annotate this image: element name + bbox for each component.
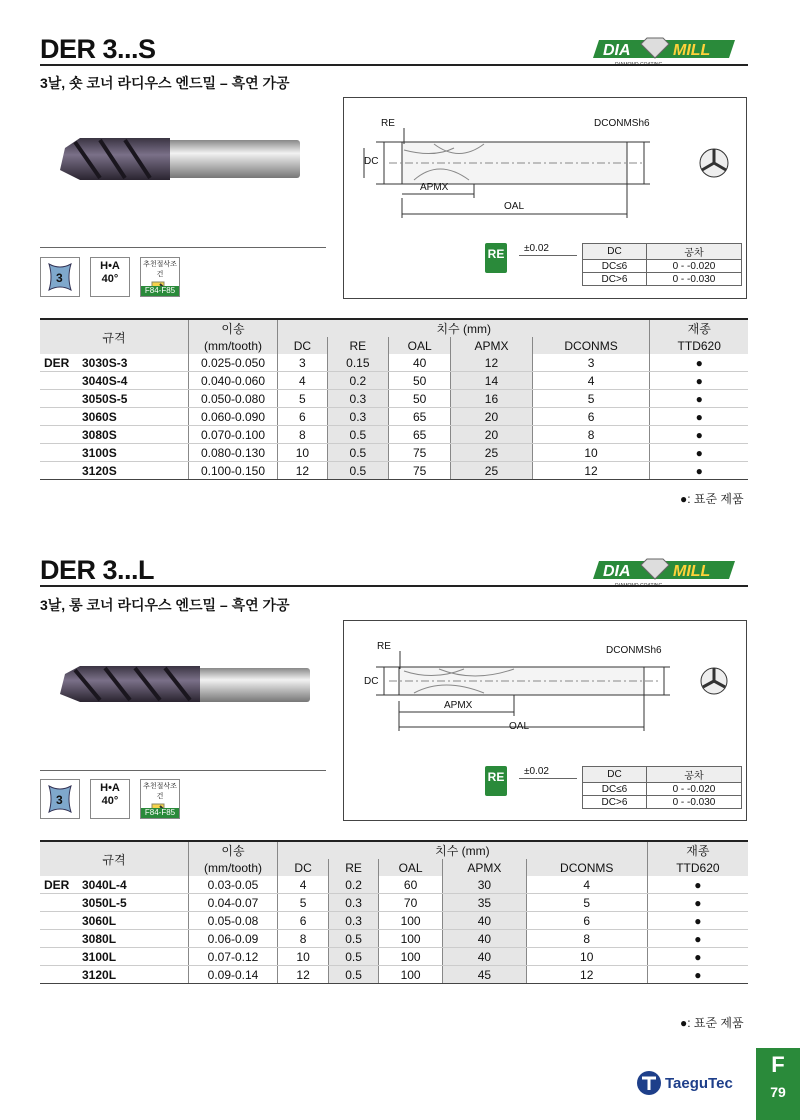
svg-text:MILL: MILL bbox=[673, 563, 711, 580]
taegutec-logo-icon bbox=[636, 1070, 662, 1096]
cell-feed: 0.09-0.14 bbox=[189, 966, 278, 984]
cell-grade: ● bbox=[650, 444, 748, 462]
cell-grade: ● bbox=[650, 372, 748, 390]
cell-re: 0.5 bbox=[327, 426, 388, 444]
cell-oal: 65 bbox=[388, 426, 450, 444]
cell-feed: 0.070-0.100 bbox=[189, 426, 278, 444]
cell-spec: 3050L-5 bbox=[40, 894, 189, 912]
cell-apmx: 16 bbox=[451, 390, 532, 408]
cell-spec: 3060S bbox=[40, 408, 189, 426]
cell-apmx: 14 bbox=[451, 372, 532, 390]
helix-angle-badge-2: H•A 40° bbox=[90, 779, 130, 819]
cell-feed: 0.025-0.050 bbox=[189, 354, 278, 372]
dimension-diagram-1 bbox=[343, 97, 747, 299]
cell-grade: ● bbox=[647, 912, 748, 930]
end-mill-photo-1 bbox=[55, 130, 305, 190]
cell-feed: 0.100-0.150 bbox=[189, 462, 278, 480]
three-flute-icon bbox=[41, 258, 79, 296]
dc-tolerance-table-2: DC 공차 DC≤6 0 - -0.020 DC>6 0 - -0.030 bbox=[582, 766, 742, 809]
table-row bbox=[40, 354, 748, 372]
cell-spec: 3080L bbox=[40, 930, 189, 948]
cell-apmx: 30 bbox=[443, 876, 527, 894]
section1-rule bbox=[40, 64, 748, 66]
legend-2: ●: 표준 제품 bbox=[680, 1016, 744, 1030]
spec-table-1: 규격 이송 치수 (mm) 재종 (mm/tooth) DC RE OAL APMX DCONMS TTD620 DER 3030S-3 0.025-0.050 3 0.15 40 12 3 ● 3040S-4 0.040-0.060 4 0.2 50 14 4 ● 3050S-5 0.050-0.080 5 0.3 50 16 5 ● 3060S 0.060-0.090 6 0.3 65 20 6 ● 3080S 0.070-0.100 8 0.5 65 20 8 ● 3100S 0.080-0.130 10 0.5 75 25 10 ● 3120S 0.100-0.150 12 0.5 75 25 12 ● bbox=[40, 318, 748, 480]
label-apmx: APMX bbox=[420, 182, 449, 193]
table-row bbox=[40, 912, 748, 930]
cell-spec: DER 3030S-3 bbox=[40, 354, 189, 372]
legend-1: ●: 표준 제품 bbox=[680, 492, 744, 506]
cell-re: 0.3 bbox=[329, 894, 379, 912]
section1-badge-rule bbox=[40, 247, 326, 248]
diamill-logo-1 bbox=[585, 28, 745, 68]
section2-title: DER 3...L bbox=[40, 555, 155, 585]
svg-text:3: 3 bbox=[56, 793, 63, 807]
helix-angle-badge bbox=[90, 257, 130, 297]
cell-spec: 3120S bbox=[40, 462, 189, 480]
cell-dconms: 10 bbox=[526, 948, 647, 966]
header-feed: 이송 bbox=[189, 319, 278, 337]
cell-re: 0.3 bbox=[327, 408, 388, 426]
cell-spec: 3050S-5 bbox=[40, 390, 189, 408]
cell-dc: 4 bbox=[278, 372, 328, 390]
cell-oal: 75 bbox=[388, 444, 450, 462]
cell-apmx: 35 bbox=[443, 894, 527, 912]
section1-subtitle: 3날, 숏 코너 라디우스 엔드밀 – 흑연 가공 bbox=[40, 75, 290, 91]
helix-label: H•A bbox=[100, 260, 120, 272]
re-tolerance-underline bbox=[519, 255, 577, 256]
cell-grade: ● bbox=[647, 894, 748, 912]
cell-dconms: 12 bbox=[526, 966, 647, 984]
cell-grade: ● bbox=[650, 390, 748, 408]
cell-apmx: 25 bbox=[451, 444, 532, 462]
taegutec-brand: TaeguTec bbox=[665, 1075, 733, 1092]
cell-dconms: 5 bbox=[526, 894, 647, 912]
header-grade: 재종 bbox=[650, 319, 748, 337]
cell-oal: 50 bbox=[388, 372, 450, 390]
cell-re: 0.15 bbox=[327, 354, 388, 372]
page-number: 79 bbox=[770, 1084, 786, 1100]
cell-dc: 5 bbox=[278, 390, 328, 408]
cell-grade: ● bbox=[650, 354, 748, 372]
cell-grade: ● bbox=[647, 948, 748, 966]
label-re: RE bbox=[381, 118, 395, 129]
table-row bbox=[40, 894, 748, 912]
spec-table-2: 규격 이송 치수 (mm) 재종 (mm/tooth) DC RE OAL APMX DCONMS TTD620 DER 3040L-4 0.03-0.05 4 0.2 60 30 4 ● 3050L-5 0.04-0.07 5 0.3 70 35 5 ● 3060L 0.05-0.08 6 0.3 100 40 6 ● 3080L 0.06-0.09 8 0.5 100 40 8 ● 3100L 0.07-0.12 10 0.5 100 40 10 ● 3120L 0.09-0.14 12 0.5 100 45 12 ● bbox=[40, 840, 748, 984]
header-feed-unit: (mm/tooth) bbox=[189, 337, 278, 354]
cell-dconms: 4 bbox=[532, 372, 650, 390]
cell-dc: 12 bbox=[278, 966, 329, 984]
cutting-condition-page-ref: F84-F85 bbox=[141, 286, 179, 296]
cell-grade: ● bbox=[647, 966, 748, 984]
cell-dc: 3 bbox=[278, 354, 328, 372]
table-row bbox=[40, 408, 748, 426]
cell-apmx: 25 bbox=[451, 462, 532, 480]
cell-dconms: 6 bbox=[532, 408, 650, 426]
cell-dconms: 6 bbox=[526, 912, 647, 930]
cell-apmx: 20 bbox=[451, 426, 532, 444]
cutting-condition-label: 추천절삭조건 bbox=[143, 261, 177, 278]
cell-dc: 4 bbox=[278, 876, 329, 894]
cell-re: 0.5 bbox=[327, 444, 388, 462]
cell-re: 0.2 bbox=[329, 876, 379, 894]
label-dconms: DCONMSh6 bbox=[594, 118, 650, 129]
cell-apmx: 40 bbox=[443, 948, 527, 966]
cell-re: 0.5 bbox=[327, 462, 388, 480]
cell-feed: 0.040-0.060 bbox=[189, 372, 278, 390]
header-dimensions: 치수 (mm) bbox=[278, 319, 650, 337]
cell-re: 0.5 bbox=[329, 966, 379, 984]
cell-oal: 40 bbox=[388, 354, 450, 372]
cell-spec: 3060L bbox=[40, 912, 189, 930]
cell-feed: 0.04-0.07 bbox=[189, 894, 278, 912]
section2-subtitle: 3날, 롱 코너 라디우스 엔드밀 – 흑연 가공 bbox=[40, 597, 290, 613]
cell-grade: ● bbox=[650, 408, 748, 426]
cell-dc: 8 bbox=[278, 426, 328, 444]
cell-spec: 3100S bbox=[40, 444, 189, 462]
cell-dconms: 10 bbox=[532, 444, 650, 462]
table-row bbox=[40, 462, 748, 480]
re-tolerance-badge: RE bbox=[485, 243, 507, 273]
cutting-condition-badge[interactable] bbox=[140, 257, 180, 297]
header-spec: 규격 bbox=[40, 319, 189, 354]
cell-feed: 0.050-0.080 bbox=[189, 390, 278, 408]
diamill-logo-2 bbox=[585, 549, 745, 589]
dimension-diagram-2: RE DCONMSh6 DC APMX OAL RE ±0.02 DC 공차 DC≤6 0 - -0.020 DC>6 0 - -0.030 bbox=[343, 620, 747, 821]
table-row bbox=[40, 426, 748, 444]
cell-dconms: 3 bbox=[532, 354, 650, 372]
table-row bbox=[40, 966, 748, 984]
cell-dc: 10 bbox=[278, 948, 329, 966]
section1-title: DER 3...S bbox=[40, 34, 156, 64]
cell-oal: 100 bbox=[379, 966, 443, 984]
section2-badge-rule bbox=[40, 770, 326, 771]
cell-oal: 75 bbox=[388, 462, 450, 480]
cell-grade: ● bbox=[647, 876, 748, 894]
cell-dc: 8 bbox=[278, 930, 329, 948]
cell-spec: 3120L bbox=[40, 966, 189, 984]
cell-re: 0.5 bbox=[329, 930, 379, 948]
helix-angle-value: 40° bbox=[101, 273, 119, 285]
cell-dc: 12 bbox=[278, 462, 328, 480]
cell-dc: 6 bbox=[278, 408, 328, 426]
cell-dconms: 12 bbox=[532, 462, 650, 480]
cell-spec: 3100L bbox=[40, 948, 189, 966]
section-tab bbox=[756, 1048, 800, 1120]
cell-oal: 100 bbox=[379, 948, 443, 966]
three-flute-badge-2 bbox=[40, 779, 80, 819]
cell-dc: 5 bbox=[278, 894, 329, 912]
table-row bbox=[40, 444, 748, 462]
table-row bbox=[40, 930, 748, 948]
cell-oal: 60 bbox=[379, 876, 443, 894]
cell-dconms: 8 bbox=[526, 930, 647, 948]
svg-text:MILL: MILL bbox=[673, 42, 711, 59]
label-dc: DC bbox=[364, 156, 379, 167]
cell-dconms: 5 bbox=[532, 390, 650, 408]
cell-dconms: 4 bbox=[526, 876, 647, 894]
table-row bbox=[40, 948, 748, 966]
cell-re: 0.2 bbox=[327, 372, 388, 390]
svg-text:DIA: DIA bbox=[603, 563, 631, 580]
label-oal: OAL bbox=[504, 201, 525, 212]
three-flute-icon bbox=[41, 780, 79, 818]
cell-spec: 3080S bbox=[40, 426, 189, 444]
cell-oal: 65 bbox=[388, 408, 450, 426]
cutting-condition-badge-2[interactable]: 추천절삭조건 F84-F85 bbox=[140, 779, 180, 819]
cell-oal: 100 bbox=[379, 930, 443, 948]
cell-feed: 0.06-0.09 bbox=[189, 930, 278, 948]
re-tolerance-value: ±0.02 bbox=[524, 243, 549, 254]
cell-feed: 0.07-0.12 bbox=[189, 948, 278, 966]
table-row bbox=[40, 876, 748, 894]
three-flute-badge bbox=[40, 257, 80, 297]
cell-re: 0.3 bbox=[327, 390, 388, 408]
cell-dc: 10 bbox=[278, 444, 328, 462]
cell-dc: 6 bbox=[278, 912, 329, 930]
svg-text:3: 3 bbox=[56, 271, 63, 285]
section-letter: F bbox=[771, 1052, 785, 1077]
logo-text: DIA bbox=[603, 42, 631, 59]
cell-apmx: 20 bbox=[451, 408, 532, 426]
cell-spec: DER 3040L-4 bbox=[40, 876, 189, 894]
dc-tolerance-table: DC 공차 DC≤6 0 - -0.020 DC>6 0 - -0.030 bbox=[582, 243, 742, 286]
cell-apmx: 12 bbox=[451, 354, 532, 372]
cell-feed: 0.05-0.08 bbox=[189, 912, 278, 930]
cell-feed: 0.080-0.130 bbox=[189, 444, 278, 462]
cell-feed: 0.060-0.090 bbox=[189, 408, 278, 426]
cell-grade: ● bbox=[650, 462, 748, 480]
cell-re: 0.3 bbox=[329, 912, 379, 930]
cell-dconms: 8 bbox=[532, 426, 650, 444]
cell-apmx: 45 bbox=[443, 966, 527, 984]
cell-re: 0.5 bbox=[329, 948, 379, 966]
tol-header-tol: 공차 bbox=[646, 244, 741, 260]
cell-oal: 100 bbox=[379, 912, 443, 930]
cell-oal: 50 bbox=[388, 390, 450, 408]
cell-oal: 70 bbox=[379, 894, 443, 912]
table-row bbox=[40, 390, 748, 408]
cell-apmx: 40 bbox=[443, 912, 527, 930]
cell-spec: 3040S-4 bbox=[40, 372, 189, 390]
cell-feed: 0.03-0.05 bbox=[189, 876, 278, 894]
end-mill-photo-2 bbox=[55, 660, 315, 710]
section2-rule bbox=[40, 585, 748, 587]
cell-grade: ● bbox=[650, 426, 748, 444]
cell-apmx: 40 bbox=[443, 930, 527, 948]
cell-grade: ● bbox=[647, 930, 748, 948]
tol-header-dc: DC bbox=[583, 244, 647, 260]
table-row bbox=[40, 372, 748, 390]
